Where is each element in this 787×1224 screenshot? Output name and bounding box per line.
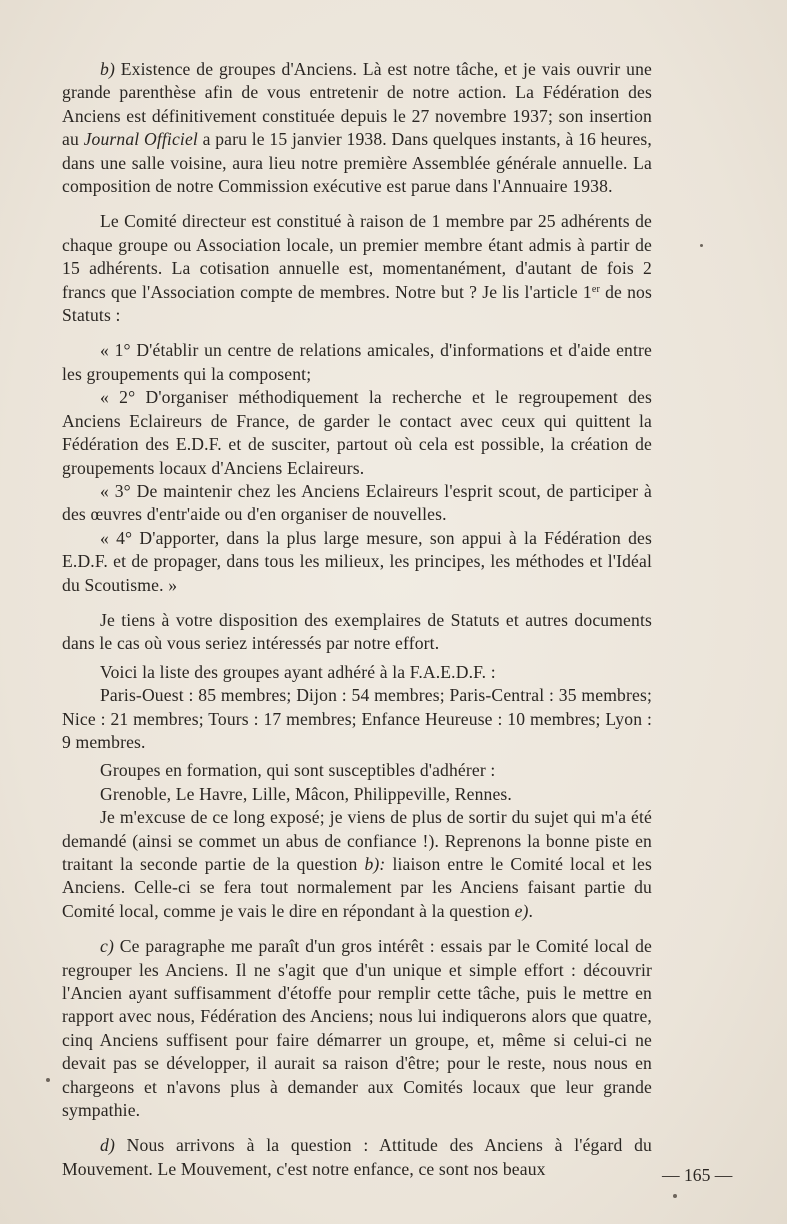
paragraph-liste-groupes <box>62 661 652 684</box>
paragraph-exemplaires <box>62 609 652 656</box>
statute-item-1 <box>62 339 652 386</box>
question-ref-e: e) <box>514 900 529 921</box>
paragraph-b-existence <box>62 58 652 198</box>
paragraph-text: liaison entre le Comité local et les Anciens. Celle-ci se fera tout normalement par les Anciens faisant partie du Comité local, comme je vais le dire en répondant à la question <box>62 854 652 921</box>
paragraph-text: Je m'excuse de ce long exposé; je viens de plus de sortir du sujet qui m'a été demandé (ainsi se commet un abus de confiance !). Reprenons la bonne piste en traitant la seconde partie de la question <box>62 807 652 874</box>
paragraph-text: « 3° De maintenir chez les Anciens Eclaireurs l'esprit scout, de participer à des œuvres d'entr'aide ou d'en organiser de nouvelles. <box>62 480 652 525</box>
paragraph-text: Le Comité directeur est constitué à raison de 1 membre par 25 adhérents de chaque groupe ou Association locale, un premier membre étant admis à partir de 15 adhérents. La cotisation annuelle est, momentanément, d'autant de fois 2 francs que l'Association compte de membres. Notre but ? Je lis l'article 1 <box>62 211 652 302</box>
paragraph-text: de nos Statuts : <box>62 281 652 326</box>
paragraph-text: Paris-Ouest : 85 membres; Dijon : 54 membres; Paris-Central : 35 membres; Nice : 21 membres; Tours : 17 membres; Enfance Heureuse : 10 membres; Lyon : 9 membres. <box>62 685 652 752</box>
question-ref-b: b): <box>364 854 386 874</box>
statute-item-3 <box>62 480 652 527</box>
section-label-c: c) <box>100 936 114 957</box>
paper-speck <box>673 1194 677 1198</box>
statute-item-4 <box>62 527 652 597</box>
paragraph-text: Ce paragraphe me paraît d'un gros intérêt : essais par le Comité local de regrouper les Anciens. Il ne s'agit que d'un unique et simple effort : découvrir l'Ancien ayant suffisamment d'étoffe pour remplir cette tâche, puis le mettre en rapport avec nous, Fédération des Anciens; nous lui indiquerons alors que quatre, cinq Anciens suffisent pour faire démarrer un groupe, et, même si celui-ci ne devait pas se développer, il aurait sa raison d'être; pour le reste, nous nous en chargeons et n'avons plus à demander aux Comités locaux que leur grande sympathie. <box>62 936 652 1121</box>
paper-speck <box>46 1078 50 1082</box>
paragraph-excuse <box>62 806 652 923</box>
paragraph-text: Existence de groupes d'Anciens. Là est notre tâche, et je vais ouvrir une grande parenthèse afin de vous entretenir de notre action. La Fédération des Anciens est définitivement constituée depuis le 27 novembre 1937; son insertion au <box>62 59 652 150</box>
paragraph-comite-directeur <box>62 210 652 327</box>
paragraph-text: « 2° D'organiser méthodiquement la recherche et le regroupement des Anciens Eclaireurs de France, de garder le contact avec ceux qui quittent la Fédération des E.D.F. et de susciter, partout où cela est possible, la création de groupements locaux d'Anciens Eclaireurs. <box>62 387 652 478</box>
paragraph-villes <box>62 783 652 806</box>
paragraph-text: Je tiens à votre disposition des exemplaires de Statuts et autres documents dans le cas où vous seriez intéressés par notre effort. <box>62 609 652 654</box>
paragraph-text: Voici la liste des groupes ayant adhéré à la F.A.E.D.F. : <box>100 661 496 682</box>
paragraph-groupes-membres <box>62 684 652 754</box>
paragraph-d-attitude <box>62 1134 652 1181</box>
paragraph-text: Grenoble, Le Havre, Lille, Mâcon, Philippeville, Rennes. <box>100 783 512 804</box>
paper-speck <box>700 244 703 247</box>
paragraph-groupes-formation <box>62 759 652 782</box>
journal-officiel-title: Journal Officiel <box>83 129 198 150</box>
paragraph-c-regroupement <box>62 935 652 1122</box>
paragraph-text: Nous arrivons à la question : Attitude des Anciens à l'égard du Mouvement. Le Mouvement, c'est notre enfance, ce sont nos beaux <box>62 1135 652 1179</box>
paragraph-text: « 1° D'établir un centre de relations amicales, d'informations et d'aide entre les groupements qui la composent; <box>62 340 652 384</box>
paragraph-text: « 4° D'apporter, dans la plus large mesure, son appui à la Fédération des E.D.F. et de propager, dans tous les milieux, les principes, les méthodes et l'Idéal du Scoutisme. » <box>62 527 652 595</box>
paragraph-text: . <box>528 900 534 921</box>
statute-item-2 <box>62 386 652 480</box>
section-label-b: b) <box>100 59 115 79</box>
page-number: — 165 — <box>662 1165 733 1185</box>
body-text <box>62 58 652 1181</box>
superscript-er: er <box>591 283 600 295</box>
paragraph-text: Groupes en formation, qui sont susceptibles d'adhérer : <box>100 760 496 781</box>
section-label-d: d) <box>100 1135 115 1156</box>
paragraph-text: a paru le 15 janvier 1938. Dans quelques instants, à 16 heures, dans une salle voisine, aura lieu notre première Assemblée générale annuelle. La composition de notre Commission exécutive est parue dans l'Annuaire 1938. <box>62 129 652 197</box>
